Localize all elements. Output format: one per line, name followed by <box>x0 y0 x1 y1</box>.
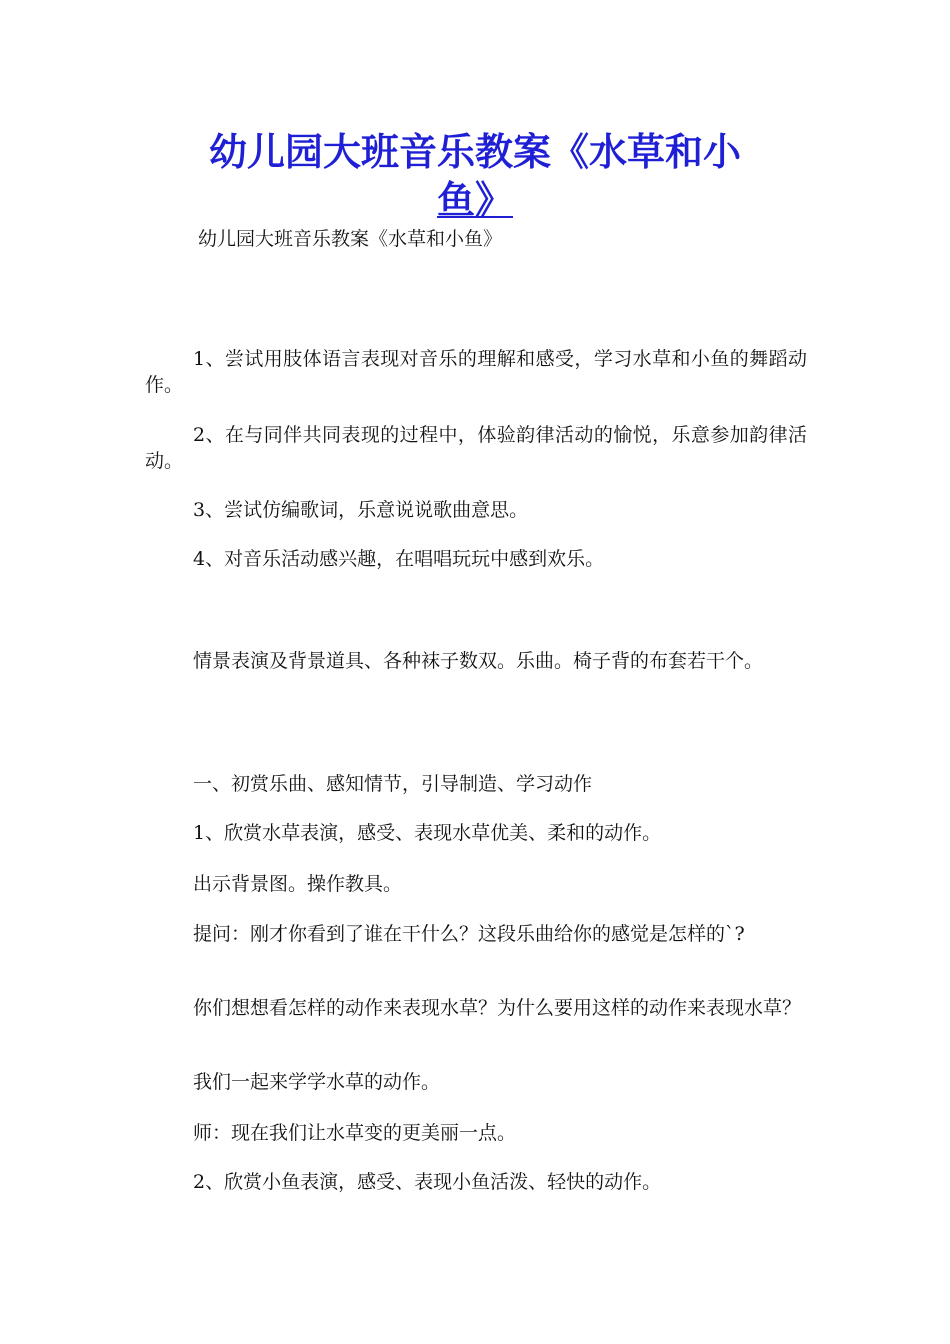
title-line-2[interactable]: 鱼》 <box>436 177 513 222</box>
process-paragraph-3: 提问：刚才你看到了谁在干什么？这段乐曲给你的感觉是怎样的`? <box>193 923 745 945</box>
document-subtitle: 幼儿园大班音乐教案《水草和小鱼》 <box>198 228 503 250</box>
process-paragraph-5: 我们一起来学学水草的动作。 <box>193 1071 441 1093</box>
goal-paragraph-3: 3、尝试仿编歌词，乐意说说歌曲意思。 <box>193 499 529 521</box>
goal-paragraph-2: 2、在与同伴共同表现的过程中，体验韵律活动的愉悦，乐意参加韵律活动。 <box>145 424 807 472</box>
document-title <box>140 128 810 224</box>
goal-paragraph-1: 1、尝试用肢体语言表现对音乐的理解和感受，学习水草和小鱼的舞蹈动作。 <box>145 348 807 396</box>
title-line-1: 幼儿园大班音乐教案《水草和小 <box>208 129 741 174</box>
process-paragraph-7: 2、欣赏小鱼表演，感受、表现小鱼活泼、轻快的动作。 <box>193 1171 662 1193</box>
process-paragraph-1: 1、欣赏水草表演，感受、表现水草优美、柔和的动作。 <box>193 822 662 844</box>
process-paragraph-6: 师：现在我们让水草变的更美丽一点。 <box>193 1122 517 1144</box>
preparation-paragraph: 情景表演及背景道具、各种袜子数双。乐曲。椅子背的布套若干个。 <box>193 650 764 672</box>
process-paragraph-2: 出示背景图。操作教具。 <box>193 873 403 895</box>
goal-paragraph-4: 4、对音乐活动感兴趣，在唱唱玩玩中感到欢乐。 <box>193 548 605 570</box>
process-paragraph-4: 你们想想看怎样的动作来表现水草？为什么要用这样的动作来表现水草？ <box>193 997 802 1019</box>
process-heading: 一、初赏乐曲、感知情节，引导制造、学习动作 <box>193 773 593 795</box>
